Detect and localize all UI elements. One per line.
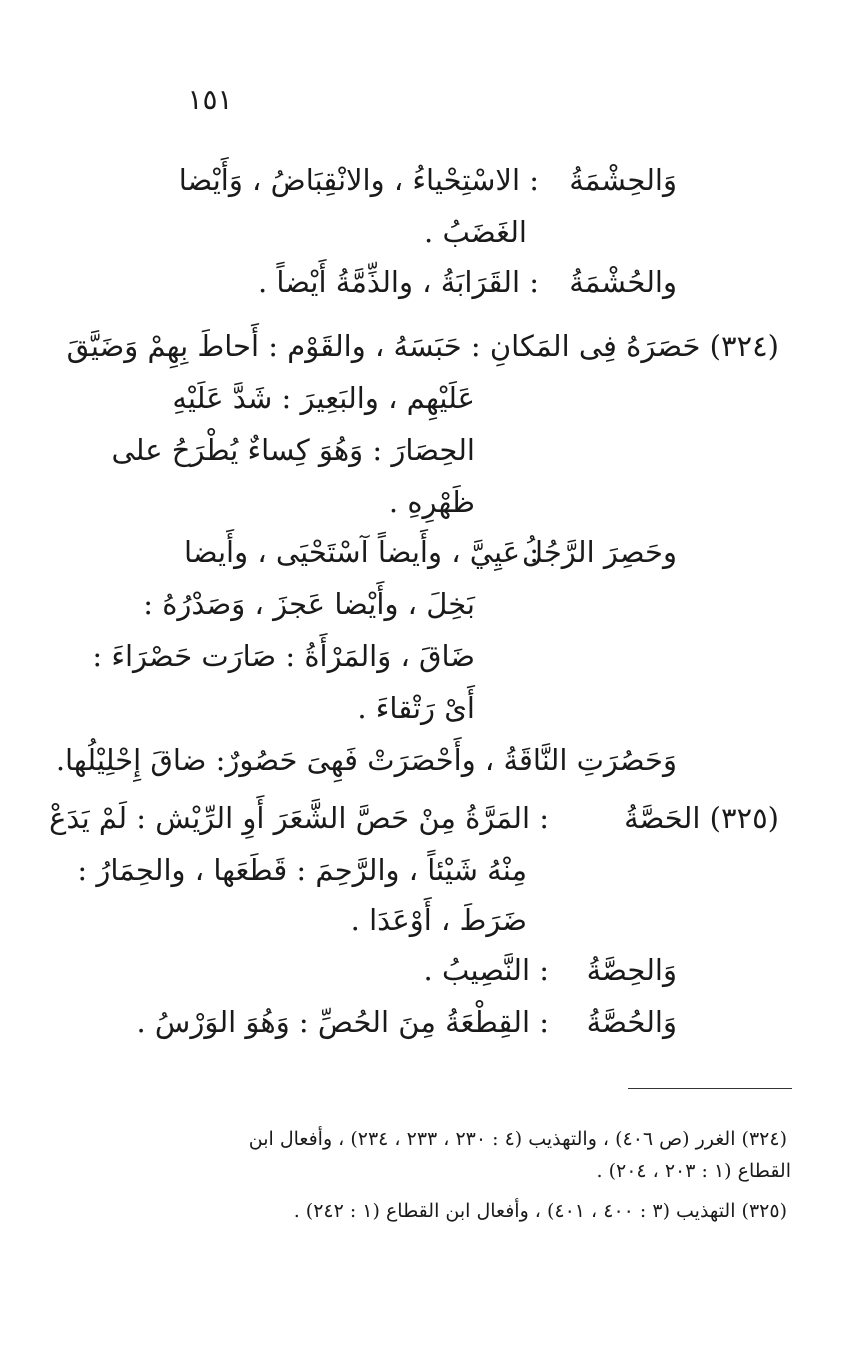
page-number: ١٥١ (187, 83, 233, 116)
entry-definition-hishma-line-1: : الاسْتِحْياءُ ، والانْقِبَاضُ ، وَأَيْضا (178, 163, 539, 197)
entry-definition-hasira-line-4: أَىْ رَتْقاءَ . (357, 691, 475, 725)
entry-325-line-2: مِنْهُ شَيْئاً ، والرَّحِمَ : قَطَعَها ، والحِمَارُ : (77, 853, 527, 887)
entry-324-line-2: عَلَيْهِم ، والبَعِيرَ : شَدَّ عَلَيْهِ (172, 381, 475, 415)
entry-definition-hasira-line-3: ضَاقَ ، وَالمَرْأَةُ : صَارَت حَصْرَاءَ : (92, 639, 475, 673)
entry-definition-hasira-line-2: بَخِلَ ، وأَيْضا عَجزَ ، وَصَدْرُهُ : (143, 587, 475, 621)
entry-term-hishma: وَالحِشْمَةُ (569, 163, 677, 197)
footnote-324-line-2: القطاع (١ : ٢٠٣ ، ٢٠٤) . (596, 1160, 791, 1182)
entry-definition-hishma-line-2: الغَضَبُ . (424, 215, 527, 249)
entry-definition-hussa: : القِطْعَةُ مِنَ الحُصِّ : وَهُوَ الوَرْسُ . (136, 1005, 549, 1039)
footnote-divider (628, 1088, 792, 1089)
footnote-324-line-1: (٣٢٤) الغرر (ص ٤٠٦) ، والتهذيب (٤ : ٢٣٠ ، ٢٣٣ ، ٢٣٤) ، وأفعال ابن (248, 1128, 787, 1150)
entry-definition-hasira-line-1: : عَيِيَّ ، وأَيضاً آسْتَحْيَى ، وأَيضا (183, 535, 539, 569)
entry-term-hussa: وَالحُصَّةُ (586, 1005, 677, 1039)
entry-term-hushma: والحُشْمَةُ (569, 265, 677, 299)
entry-325-line-1: : المَرَّةُ مِنْ حَصَّ الشَّعَرَ أَوِ الرِّيْش : لَمْ يَدَعْ (49, 801, 549, 835)
entry-324-line-4: ظَهْرِهِ . (388, 485, 475, 519)
entry-hasurat-line: وَحَصُرَتِ النَّاقَةُ ، وأَحْصَرَتْ فَهِىَ حَصُورٌ: ضاقَ إِحْلِيْلُها. (55, 743, 677, 777)
entry-term-325: (٣٢٥) الحَصَّةُ (624, 801, 779, 835)
entry-definition-hushma: : القَرَابَةُ ، والذِّمَّةُ أَيْضاً . (258, 265, 539, 299)
entry-325-line-3: ضَرَطَ ، أَوْعَدَا . (350, 903, 527, 937)
entry-term-hasira: وحَصِرَ الرَّجُلُ (521, 535, 677, 569)
entry-324-line-3: الحِصَارَ : وَهُوَ كِساءٌ يُطْرَحُ على (111, 433, 475, 467)
entry-324-line-1: (٣٢٤) حَصَرَهُ فِى المَكانِ : حَبَسَهُ ، والقَوْم : أَحاطَ بِهِمْ وَضَيَّقَ (66, 329, 779, 363)
entry-definition-hissa: : النَّصِيبُ . (423, 953, 549, 987)
entry-term-hissa: وَالحِصَّةُ (586, 953, 677, 987)
footnote-325: (٣٢٥) التهذيب (٣ : ٤٠٠ ، ٤٠١) ، وأفعال ابن القطاع (١ : ٢٤٢) . (293, 1200, 787, 1222)
